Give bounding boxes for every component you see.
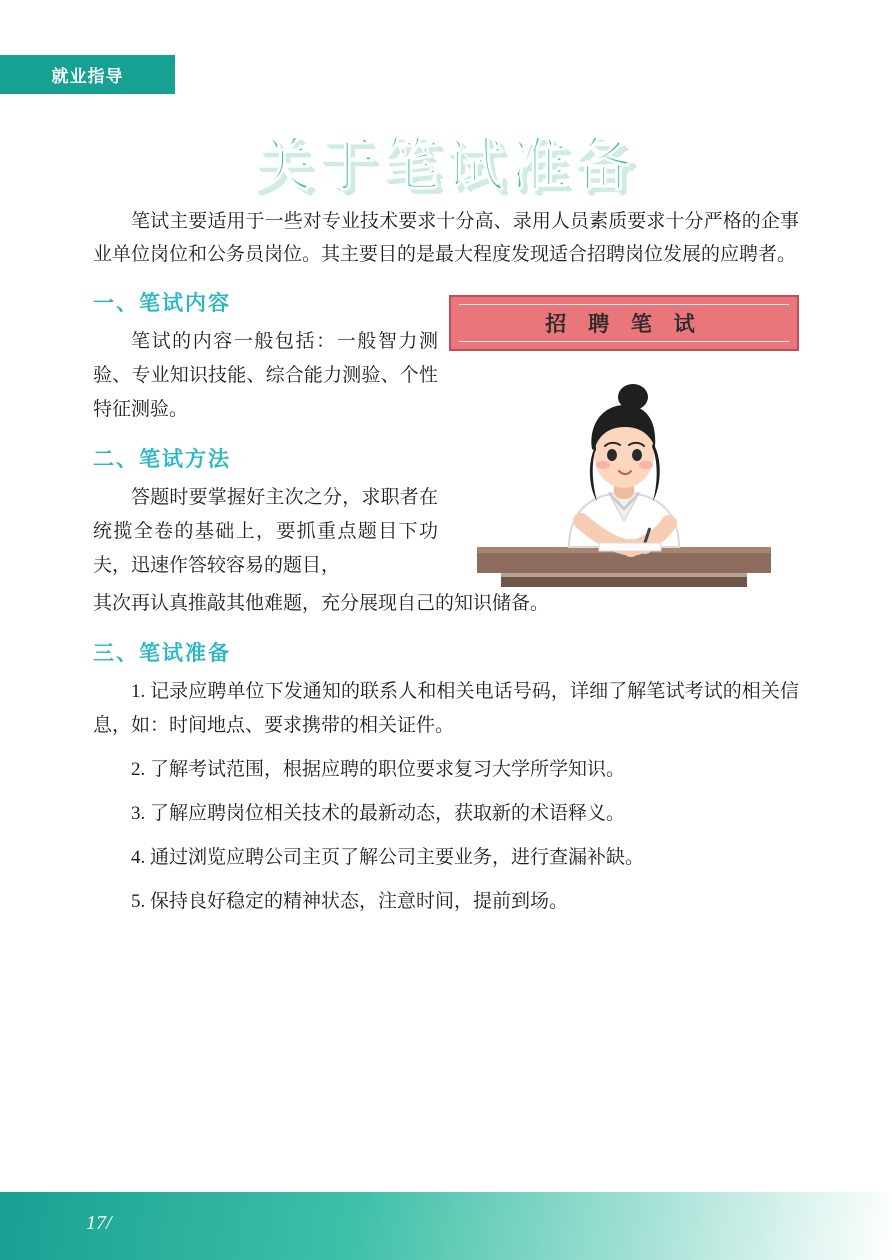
section-tab [0, 55, 175, 94]
list-item: 1. 记录应聘单位下发通知的联系人和相关电话号码，详细了解笔试考试的相关信息，如：时间地点、要求携带的相关证件。 [93, 681, 799, 736]
section-text-2-tail: 其次再认真推敲其他难题，充分展现自己的知识储备。 [93, 593, 550, 614]
page-footer [0, 1192, 892, 1260]
list-item: 5. 保持良好稳定的精神状态，注意时间，提前到场。 [131, 891, 569, 912]
intro-paragraph: 笔试主要适用于一些对专业技术要求十分高、录用人员素质要求十分严格的企事业单位岗位和公务员岗位。其主要目的是最大程度发现适合招聘岗位发展的应聘者。 [93, 211, 799, 265]
section-heading-1: 一、笔试内容 [93, 292, 231, 315]
list-item: 2. 了解考试范围，根据应聘的职位要求复习大学所学知识。 [131, 759, 626, 780]
exam-illustration [449, 351, 799, 606]
list-item: 4. 通过浏览应聘公司主页了解公司主要业务，进行查漏补缺。 [131, 847, 645, 868]
left-column [93, 287, 438, 583]
list-item: 3. 了解应聘岗位相关技术的最新动态，获取新的术语释义。 [131, 803, 626, 824]
section-tab-label: 就业指导 [51, 67, 124, 86]
figure-banner-label: 招 聘 笔 试 [545, 313, 703, 336]
section-heading-3: 三、笔试准备 [93, 642, 231, 665]
section-text-1: 笔试的内容一般包括：一般智力测验、专业知识技能、综合能力测验、个性特征测验。 [93, 331, 438, 420]
figure-banner [449, 295, 799, 351]
page-title: 关于笔试准备 [253, 133, 638, 198]
figure-block [449, 295, 799, 606]
columns-region [93, 287, 799, 587]
section-text-2: 答题时要掌握好主次之分，求职者在统揽全卷的基础上，要抓重点题目下功夫，迅速作答较容易的题目， [93, 487, 438, 576]
page-number: 17/ [86, 1212, 112, 1234]
section-heading-2: 二、笔试方法 [93, 448, 231, 471]
page-title-wrap [0, 118, 892, 202]
article-body [93, 205, 799, 929]
